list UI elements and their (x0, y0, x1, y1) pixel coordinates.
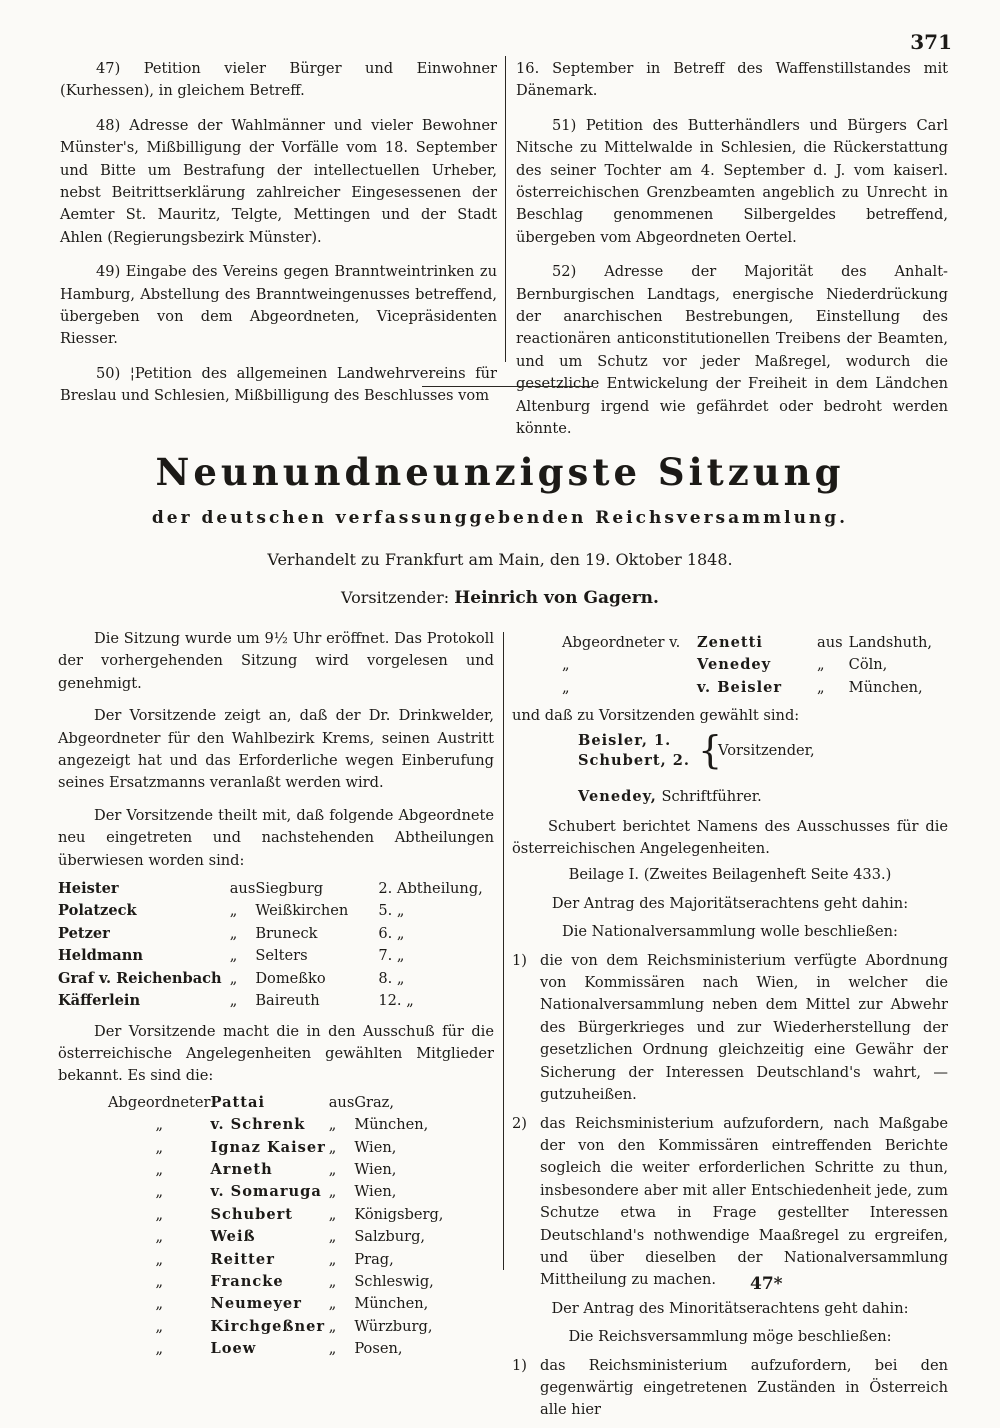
committee-from: „ (817, 656, 825, 674)
report-paragraph: Schubert berichtet Namens des Ausschusses für die österreichischen Angelegenheiten. (512, 817, 948, 858)
committee-city: Würzburg, (354, 1317, 433, 1335)
minority-items (512, 1355, 948, 1422)
table-row (562, 654, 932, 676)
table-row (108, 1316, 444, 1338)
committee-city: Landshuth, (848, 634, 932, 651)
table-row (108, 1204, 444, 1226)
item-text: das Reichsministerium aufzufordern, nach Maßgabe der von den Kommissären eintreffenden Berichte sogleich die weiter erforderlichen Schritte zu thun, insbesondere aber mit aller Entschiedenheit jede, zum Schutze etwa in Frage gestellter Interessen Deutschland's nothwendige Maaßregel zu ergreifen, und über dieselben der Nationalversammlung Mittheilung zu machen. (540, 1114, 948, 1289)
officers-block (578, 727, 948, 812)
column-divider-bottom (503, 632, 504, 1270)
majority-intro: Der Antrag des Majoritätserachtens geht dahin: (551, 894, 909, 912)
opening-paragraph: Die Sitzung wurde um 9½ Uhr eröffnet. Das Protokoll der vorhergehenden Sitzung wird vorgelesen und genehmigt. (58, 630, 494, 692)
committee-member-name: Reitter (210, 1250, 275, 1268)
member-from: „ (229, 947, 238, 965)
member-name: Petzer (58, 924, 110, 942)
table-row (562, 677, 932, 699)
chair-name: Heinrich von Gagern. (454, 588, 659, 608)
member-from: „ (229, 924, 238, 942)
committee-city: Wien, (354, 1160, 397, 1178)
committee-role: „ (155, 1340, 164, 1358)
petition-52: 52) Adresse der Majorität des Anhalt-Bernburgischen Landtags, energische Niederdrückung der anarchischen Bestrebungen, Einstellung des reactionären anticonstitutionellen Treibens der Beamten, und um Schutz vor jeder Maßregel, wodurch die gesetzliche Entwickelung der Freiheit in dem Ländchen Altenburg irgend wie gefährdet oder bedroht werden könnte. (516, 263, 948, 438)
committee-role: Abgeordneter (108, 1093, 211, 1111)
chair-line (0, 588, 1000, 608)
committee-from: aus (817, 634, 843, 651)
committee-city: Königsberg, (354, 1205, 444, 1223)
minority-intro: Der Antrag des Minoritätserachtens geht dahin: (551, 1299, 909, 1317)
member-division: 2. Abtheilung, (378, 880, 483, 898)
item-text: die von dem Reichsministerium verfügte Abordnung von Kommissären nach Wien, in welcher die Nationalversammlung neben dem Mittel zur Abwehr des Bürgerkrieges und zur Wiederherstellung der gesetzlichen Ordnung gleichzeitig eine Gewähr der Sicherung der Interessen Deutschland's wahrt, — gutzuheißen. (540, 951, 948, 1104)
column-divider-top (505, 56, 506, 362)
committee-from: „ (328, 1205, 337, 1223)
list-item (512, 1355, 948, 1422)
member-division: 12. „ (378, 992, 414, 1010)
session-subtitle: der deutschen verfassunggebenden Reichsversammlung. (151, 508, 849, 528)
committee-member-name: Zenetti (697, 634, 763, 651)
member-from: „ (229, 969, 238, 987)
committee-role: „ (562, 656, 570, 674)
table-row (108, 1114, 444, 1136)
resignation-paragraph: Der Vorsitzende zeigt an, daß der Dr. Drinkwelder, Abgeordneter für den Wahlbezirk Krems, seinen Austritt angezeigt hat und das Erforderliche wegen Einberufung seines Ersatzmanns veranlaßt werden wird. (58, 707, 494, 792)
new-members-intro: Der Vorsitzende theilt mit, daß folgende Abgeordnete neu eingetreten und nachstehenden Abtheilungen überwiesen worden sind: (58, 806, 494, 869)
officer-first-chair: Beisler, 1. (578, 731, 672, 749)
section-separator (422, 386, 592, 387)
committee-table (108, 1092, 444, 1361)
committee-city: Schleswig, (354, 1272, 434, 1290)
petition-49: 49) Eingabe des Vereins gegen Branntweintrinken zu Hamburg, Abstellung des Branntweingenusses betreffend, übergeben von dem Abgeordneten, Vicepräsidenten Riesser. (60, 263, 497, 348)
committee-role: „ (155, 1250, 164, 1268)
committee-city: Prag, (354, 1250, 394, 1268)
committee-member-name: Francke (210, 1272, 284, 1290)
committee-role: „ (155, 1295, 164, 1313)
member-place: Weißkirchen (255, 902, 349, 920)
committee-city: Posen, (354, 1340, 403, 1358)
member-division: 7. „ (378, 947, 405, 965)
committee-from: „ (328, 1250, 337, 1268)
session-title: Neunundneunzigste Sitzung (155, 450, 845, 494)
member-from: „ (229, 992, 238, 1010)
committee-from: „ (328, 1160, 337, 1178)
table-row (562, 632, 932, 654)
committee-from: „ (328, 1183, 337, 1201)
member-from: aus (229, 880, 256, 898)
committee-city: München, (354, 1116, 429, 1134)
page-number: 371 (910, 30, 952, 54)
committee-member-name: Weiß (210, 1228, 256, 1246)
minority-resolve: Die Reichsversammlung möge beschließen: (568, 1328, 892, 1346)
petition-50-continued: 16. September in Betreff des Waffenstillstandes mit Dänemark. (516, 60, 948, 100)
table-row (58, 990, 494, 1012)
table-row (108, 1338, 444, 1360)
signature-mark: 47* (750, 1274, 783, 1294)
table-row (108, 1293, 444, 1315)
committee-from: „ (328, 1272, 337, 1290)
member-name: Heister (58, 880, 119, 898)
supplement-reference: Beilage I. (Zweites Beilagenheft Seite 433.) (568, 866, 892, 884)
member-place: Selters (255, 947, 308, 965)
committee-table-continued (562, 632, 932, 699)
committee-member-name: v. Schrenk (210, 1116, 306, 1134)
committee-member-name: Venedey (697, 656, 772, 674)
table-row (108, 1271, 444, 1293)
item-number: 1) (512, 1356, 527, 1374)
committee-role: „ (155, 1228, 164, 1246)
table-row (108, 1092, 444, 1114)
member-division: 5. „ (378, 902, 405, 920)
list-item (512, 1113, 948, 1292)
member-name: Polatzeck (58, 902, 137, 920)
petitions-right-column (516, 58, 948, 453)
committee-member-name: Pattai (210, 1093, 266, 1111)
committee-city: Wien, (354, 1138, 397, 1156)
brace-glyph: { (698, 727, 723, 772)
petition-48: 48) Adresse der Wahlmänner und vieler Bewohner Münster's, Mißbilligung der Vorfälle vom 18. September und Bitte um Bestrafung der intellectuellen Urheber, nebst Beitrittserklärung zahlreicher Eingesessenen der Aemter St. Mauritz, Telgte, Mettingen und der Stadt Ahlen (Regierungsbezirk Münster). (60, 116, 497, 246)
petition-47: 47) Petition vieler Bürger und Einwohner (Kurhessen), in gleichem Betreff. (60, 60, 497, 100)
officer-role: Vorsitzender, (718, 741, 815, 759)
item-text: das Reichsministerium aufzufordern, bei den gegenwärtig eingetretenen Zuständen in Österreich alle hier (540, 1356, 948, 1419)
committee-city: München, (354, 1295, 429, 1313)
committee-role: „ (155, 1183, 164, 1201)
item-number: 1) (512, 951, 527, 969)
item-number: 2) (512, 1114, 527, 1132)
member-division: 8. „ (378, 969, 405, 987)
committee-city: Graz, (354, 1093, 394, 1111)
committee-role: „ (155, 1160, 164, 1178)
table-row (58, 968, 494, 990)
committee-city: München, (848, 678, 923, 696)
committee-member-name: Kirchgeßner (210, 1317, 326, 1335)
new-members-table (58, 878, 494, 1012)
committee-from: „ (328, 1138, 337, 1156)
member-division: 6. „ (378, 924, 405, 942)
committee-member-name: Loew (210, 1340, 257, 1358)
table-row (108, 1249, 444, 1271)
secretary-role: Schriftführer. (661, 787, 762, 805)
majority-items (512, 950, 948, 1292)
committee-role: „ (562, 678, 570, 696)
committee-member-name: Arneth (210, 1160, 273, 1178)
table-row (58, 900, 494, 922)
member-place: Siegburg (255, 880, 324, 898)
committee-from: aus (328, 1093, 355, 1111)
proceedings-right-column (512, 632, 948, 1428)
member-name: Heldmann (58, 947, 143, 965)
chair-label: Vorsitzender: (341, 588, 450, 607)
member-place: Baireuth (255, 992, 320, 1010)
committee-city: Cöln, (848, 656, 888, 674)
petition-50: 50) ¦Petition des allgemeinen Landwehrvereins für Breslau und Schlesien, Mißbilligung des Beschlusses vom (60, 364, 497, 405)
petitions-left-column (60, 58, 497, 420)
committee-from: „ (328, 1340, 337, 1358)
committee-member-name: Neumeyer (210, 1295, 302, 1313)
committee-member-name: Ignaz Kaiser (210, 1138, 326, 1156)
member-place: Bruneck (255, 924, 318, 942)
committee-from: „ (328, 1116, 337, 1134)
committee-role: Abgeordneter v. (562, 634, 681, 651)
majority-resolve: Die Nationalversammlung wolle beschließen: (562, 923, 898, 941)
committee-member-name: Schubert (210, 1205, 294, 1223)
committee-role: „ (155, 1138, 164, 1156)
table-row (58, 923, 494, 945)
committee-role: „ (155, 1205, 164, 1223)
committee-from: „ (817, 678, 825, 696)
member-place: Domeßko (255, 969, 326, 987)
petition-51: 51) Petition des Butterhändlers und Bürgers Carl Nitsche zu Mittelwalde in Schlesien, die Rückerstattung des seiner Tochter am 4. September d. J. vom kaiserl. österreichischen Grenzbeamten angeblich zu Unrecht in Beschlag genommenen Silbergeldes betreffend, übergeben vom Abgeordneten Oertel. (516, 116, 948, 246)
secretary-line (578, 786, 762, 808)
table-row (58, 878, 494, 900)
secretary-name: Venedey, (578, 787, 657, 805)
committee-from: „ (328, 1317, 337, 1335)
committee-intro: Der Vorsitzende macht die in den Ausschuß für die österreichische Angelegenheiten gewählten Mitglieder bekannt. Es sind die: (58, 1022, 494, 1085)
committee-role: „ (155, 1272, 164, 1290)
committee-role: „ (155, 1116, 164, 1134)
officer-second-chair: Schubert, 2. (578, 751, 690, 769)
committee-from: „ (328, 1295, 337, 1313)
dateline: Verhandelt zu Frankfurt am Main, den 19. Oktober 1848. (267, 550, 733, 569)
list-item (512, 950, 948, 1107)
committee-from: „ (328, 1228, 337, 1246)
table-row (108, 1181, 444, 1203)
table-row (108, 1159, 444, 1181)
member-name: Graf v. Reichenbach (58, 969, 222, 987)
committee-member-name: v. Beisler (697, 678, 783, 696)
committee-city: Salzburg, (354, 1228, 426, 1246)
committee-city: Wien, (354, 1183, 397, 1201)
table-row (58, 945, 494, 967)
committee-role: „ (155, 1317, 164, 1335)
proceedings-left-column (58, 628, 494, 1361)
member-name: Käfferlein (58, 992, 141, 1010)
committee-member-name: v. Somaruga (210, 1183, 322, 1201)
officers-intro: und daß zu Vorsitzenden gewählt sind: (512, 707, 800, 725)
table-row (108, 1137, 444, 1159)
table-row (108, 1226, 444, 1248)
member-from: „ (229, 902, 238, 920)
